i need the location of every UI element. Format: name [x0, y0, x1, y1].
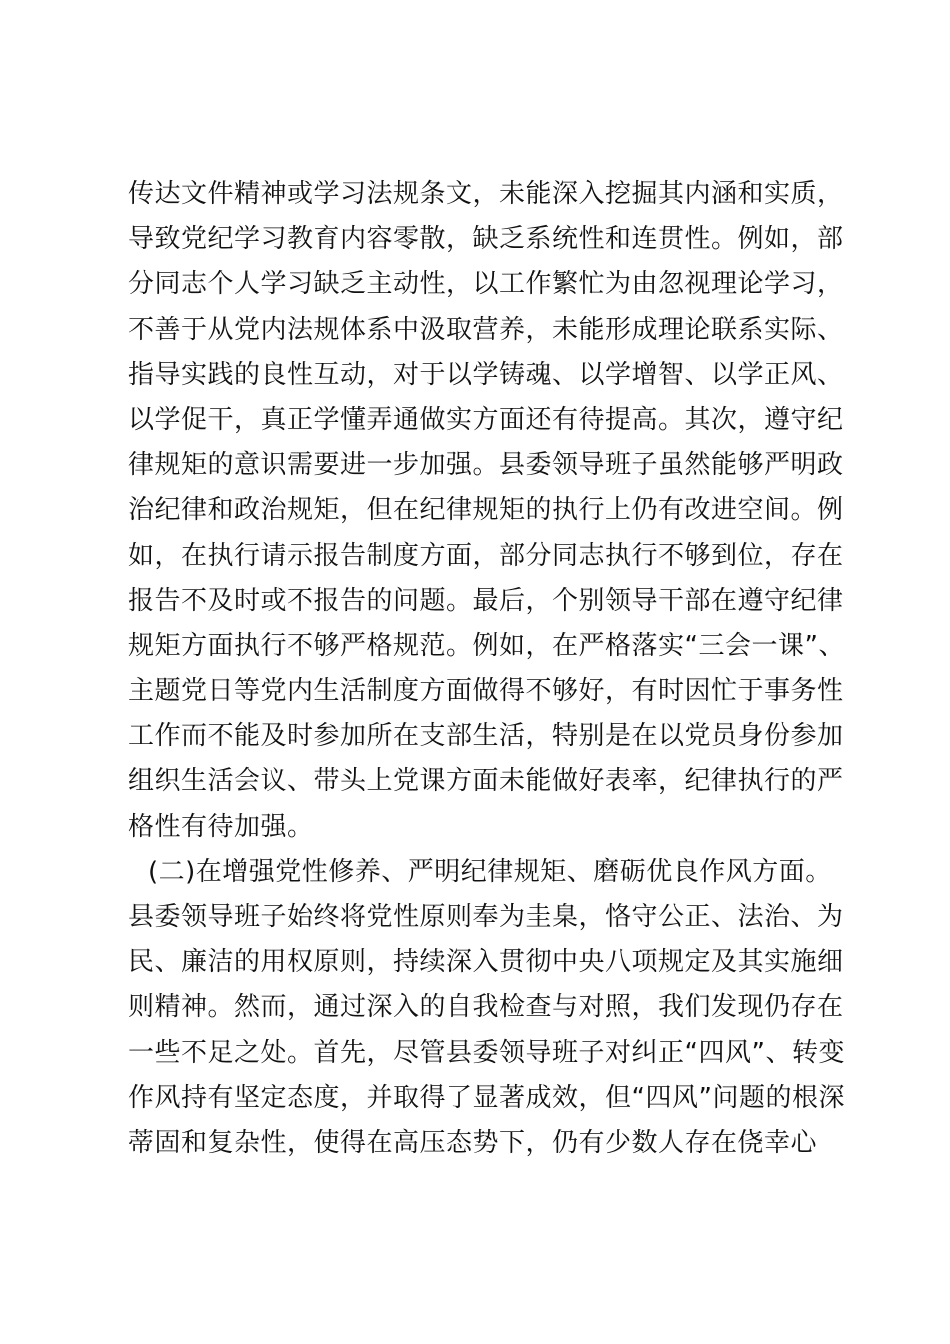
text-line: 分同志个人学习缺乏主动性，以工作繁忙为由忽视理论学习，	[128, 269, 844, 300]
text-line: 格性有待加强。	[128, 811, 314, 842]
text-line: 主题党日等党内生活制度方面做得不够好，有时因忙于事务性	[128, 676, 844, 707]
text-line: 蒂固和复杂性，使得在高压态势下，仍有少数人存在侥幸心	[128, 1127, 818, 1158]
text-line: 传达文件精神或学习法规条文，未能深入挖掘其内涵和实质，	[128, 179, 844, 209]
text-line: 律规矩的意识需要进一步加强。县委领导班子虽然能够严明政	[128, 450, 844, 481]
text-line: 工作而不能及时参加所在支部生活，特别是在以党员身份参加	[128, 721, 844, 752]
text-line: 民、廉洁的用权原则，持续深入贯彻中央八项规定及其实施细	[128, 947, 844, 978]
text-line: 县委领导班子始终将党性原则奉为圭臬，恪守公正、法治、为	[128, 902, 844, 932]
text-line: 导致党纪学习教育内容零散，缺乏系统性和连贯性。例如，部	[128, 224, 844, 255]
text-line: 如，在执行请示报告制度方面，部分同志执行不够到位，存在	[128, 540, 844, 571]
text-line: 一些不足之处。首先，尽管县委领导班子对纠正“四风”、转变	[128, 1037, 845, 1068]
text-line: 以学促干，真正学懂弄通做实方面还有待提高。其次，遵守纪	[128, 404, 844, 435]
text-line: 作风持有坚定态度，并取得了显著成效，但“四风”问题的根深	[128, 1082, 845, 1113]
text-line: 规矩方面执行不够严格规范。例如，在严格落实“三会一课”、	[128, 630, 845, 661]
text-line: 则精神。然而，通过深入的自我检查与对照，我们发现仍存在	[128, 992, 844, 1023]
text-line: 报告不及时或不报告的问题。最后，个别领导干部在遵守纪律	[128, 585, 844, 616]
text-line: 组织生活会议、带头上党课方面未能做好表率，纪律执行的严	[128, 766, 844, 797]
section-heading-line: (二)在增强党性修养、严明纪律规矩、磨砺优良作风方面。	[148, 856, 832, 887]
body-text	[128, 172, 845, 1166]
text-line: 不善于从党内法规体系中汲取营养，未能形成理论联系实际、	[128, 314, 844, 345]
text-line: 指导实践的良性互动，对于以学铸魂、以学增智、以学正风、	[128, 359, 844, 390]
text-line: 治纪律和政治规矩，但在纪律规矩的执行上仍有改进空间。例	[128, 495, 844, 526]
